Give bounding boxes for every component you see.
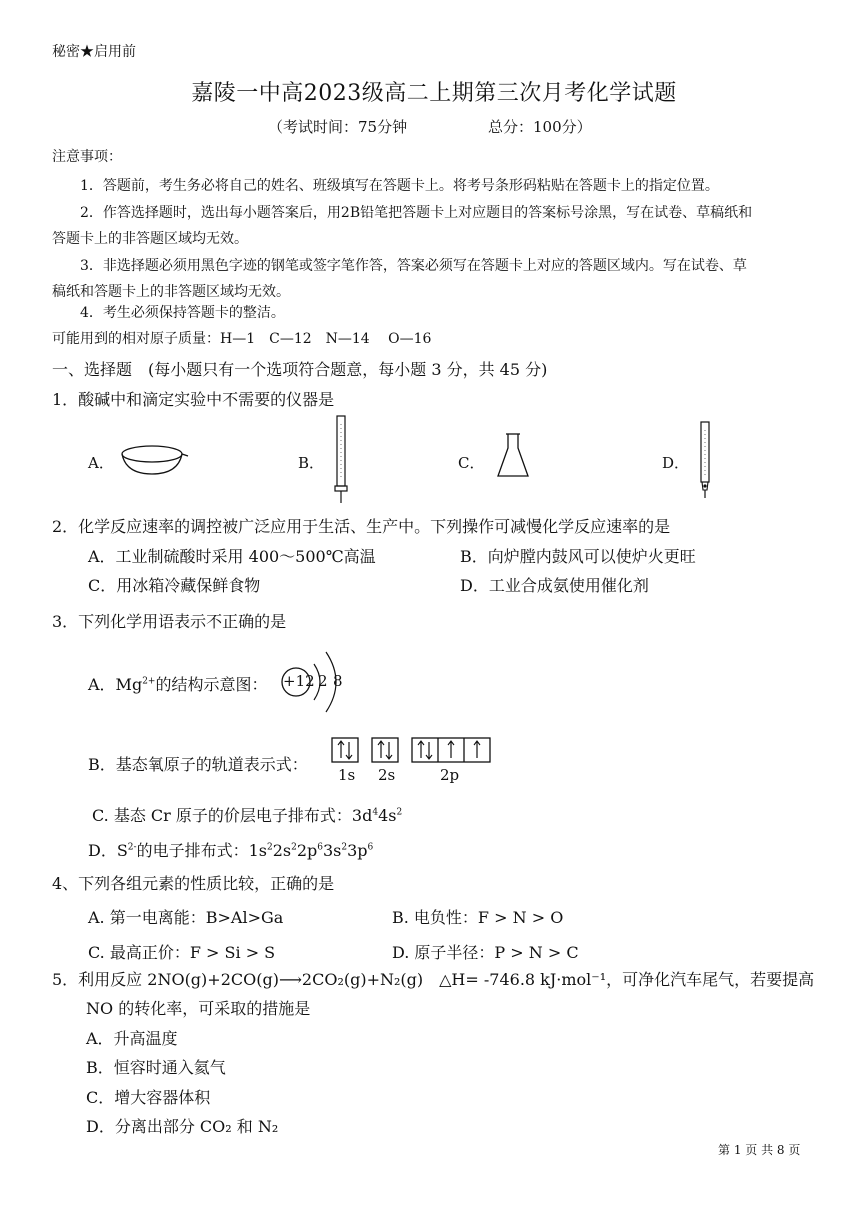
q2-option-c: C．用冰箱冷藏保鲜食物 [88, 576, 261, 595]
q3-c-sup1: 4 [372, 807, 379, 818]
exam-time: （考试时间：75分钟 [268, 118, 408, 136]
q3-option-a [88, 672, 267, 695]
q5-stem-line-2: NO 的转化率，可采取的措施是 [86, 999, 311, 1018]
q4-option-c: C. 最高正价：F > Si > S [88, 943, 276, 962]
page-number: 第 1 页 共 8 页 [718, 1143, 801, 1157]
q3-d-prefix: D．S [88, 841, 128, 860]
acid-burette-icon [332, 414, 352, 506]
q3-d-e5: 6 [317, 842, 323, 853]
q3-option-d [88, 838, 373, 861]
q1-option-c: C． [458, 454, 485, 472]
atomic-mass-line: 可能用到的相对原子质量：H—1 C—12 N—14 O—16 [52, 331, 432, 347]
q1-option-a: A． [88, 454, 114, 472]
section-1-heading: 一、选择题 (每小题只有一个选项符合题意，每小题 3 分，共 45 分) [52, 360, 548, 379]
orbital-label-2s: 2s [378, 766, 396, 784]
notice-item-2: 2．作答选择题时，选出每小题答案后，用2B铅笔把答题卡上对应题目的答案标号涂黑，写在试卷、草稿纸和 [80, 205, 753, 221]
q4-option-d: D. 原子半径：P > N > C [392, 943, 579, 962]
notice-item-1: 1．答题前，考生务必将自己的姓名、班级填写在答题卡上。将考号条形码粘贴在答题卡上的指定位置。 [80, 178, 719, 194]
q2-option-a: A．工业制硫酸时采用 400～500℃高温 [88, 547, 376, 566]
q5-option-d: D．分离出部分 CO₂ 和 N₂ [86, 1117, 279, 1136]
q1-stem: 1．酸碱中和滴定实验中不需要的仪器是 [52, 390, 335, 409]
q2-option-b: B．向炉膛内鼓风可以使炉火更旺 [460, 547, 696, 566]
q3-option-b: B．基态氧原子的轨道表示式： [88, 755, 308, 774]
q3-stem: 3．下列化学用语表示不正确的是 [52, 612, 287, 631]
q3-c-mid: 4s [378, 806, 397, 825]
q1-option-b: B． [298, 454, 325, 472]
mg-shell-1-label: 2 [318, 672, 328, 690]
q1-option-d: D． [662, 454, 690, 472]
q3-c-sup2: 2 [396, 807, 403, 818]
notice-item-3-cont: 稿纸和答题卡上的非答题区域均无效。 [52, 284, 290, 300]
secret-label: 秘密★启用前 [52, 44, 136, 60]
q3-d-e6: 3s [323, 841, 342, 860]
q3-a-charge: 2+ [142, 676, 156, 687]
q5-stem-line-1: 5．利用反应 2NO(g)+2CO(g)⟶2CO₂(g)+N₂(g) △H= -746.8 kJ·mol⁻¹，可净化汽车尾气，若要提高 [52, 970, 815, 989]
orbital-label-1s: 1s [338, 766, 356, 784]
q5-option-b: B．恒容时通入氦气 [86, 1058, 226, 1077]
q2-option-d: D．工业合成氨使用催化剂 [460, 576, 649, 595]
q3-a-prefix: A．Mg [88, 675, 143, 694]
q3-a-suffix: 的结构示意图： [155, 675, 268, 694]
notice-item-3: 3．非选择题必须用黑色字迹的钢笔或签字笔作答，答案必须写在答题卡上对应的答题区域内。写在试卷、草 [80, 258, 747, 274]
mg-shell-2-label: 8 [333, 672, 343, 690]
q3-c-text: C. 基态 Cr 原子的价层电子排布式：3d [92, 806, 373, 825]
mg-nucleus-label: +12 [283, 672, 315, 690]
q5-option-a: A．升高温度 [86, 1029, 178, 1048]
q3-d-charge: 2- [127, 842, 137, 853]
q3-d-e3: 2 [291, 842, 297, 853]
q3-d-e2: 2s [272, 841, 292, 860]
q3-d-e4: 2p [296, 841, 318, 860]
q3-d-e7: 2 [341, 842, 348, 853]
notice-heading: 注意事项： [52, 149, 122, 165]
orbital-label-2p: 2p [440, 766, 460, 784]
base-burette-icon [696, 420, 716, 502]
notice-item-4: 4．考生必须保持答题卡的整洁。 [80, 305, 285, 321]
q3-d-mid: 的电子排布式：1s [136, 841, 267, 860]
notice-item-2-cont: 答题卡上的非答题区域均无效。 [52, 231, 248, 247]
q4-option-b: B. 电负性：F > N > O [392, 908, 564, 927]
q3-d-e8: 3p [347, 841, 368, 860]
q4-option-a: A. 第一电离能：B>Al>Ga [88, 908, 284, 927]
q3-d-e1: 2 [266, 842, 273, 853]
q3-d-e9: 6 [367, 842, 374, 853]
q2-stem: 2．化学反应速率的调控被广泛应用于生活、生产中。下列操作可减慢化学反应速率的是 [52, 517, 671, 536]
evaporating-dish-icon [118, 444, 190, 478]
oxygen-orbital-diagram [330, 736, 500, 766]
exam-score: 总分：100分） [488, 118, 592, 136]
exam-title: 嘉陵一中高2023级高二上期第三次月考化学试题 [191, 81, 677, 106]
conical-flask-icon [496, 432, 530, 480]
q3-option-c [92, 803, 402, 826]
q5-option-c: C．增大容器体积 [86, 1088, 211, 1107]
q4-stem: 4、下列各组元素的性质比较，正确的是 [52, 874, 335, 893]
